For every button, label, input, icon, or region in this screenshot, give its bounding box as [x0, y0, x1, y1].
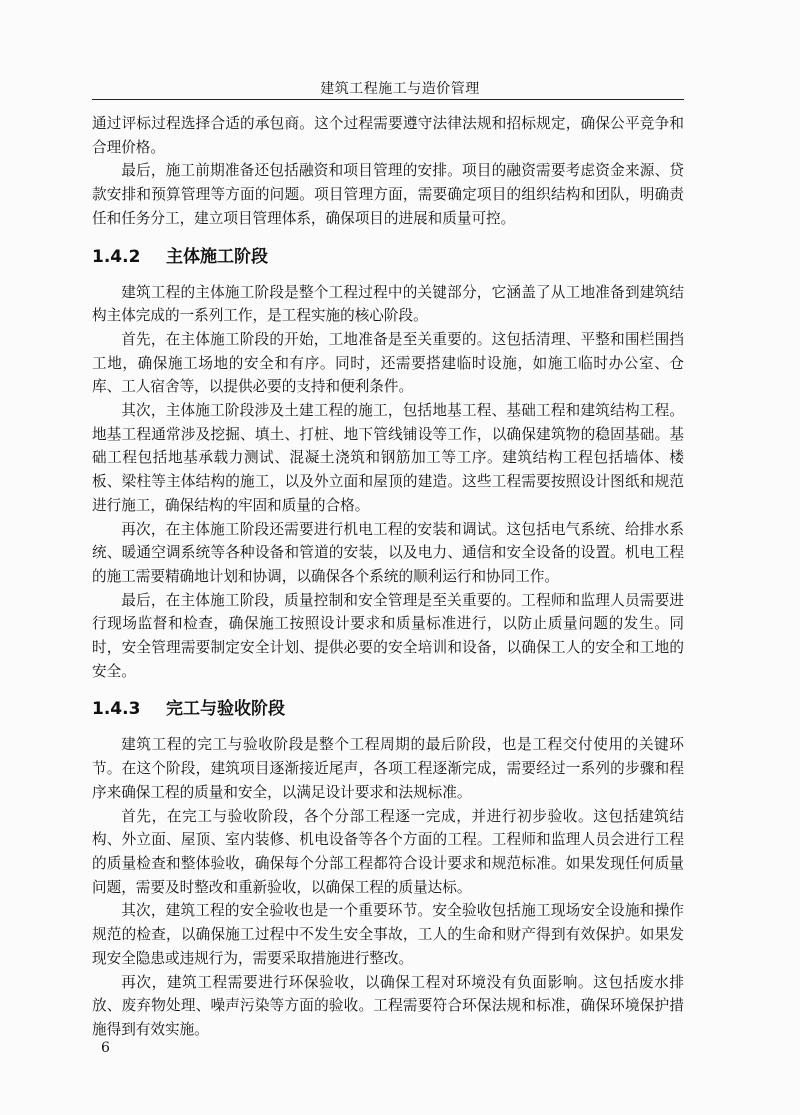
header-rule: [92, 99, 684, 100]
running-header-title: 建筑工程施工与造价管理: [320, 81, 480, 97]
paragraph: 建筑工程的主体施工阶段是整个工程过程中的关键部分，它涵盖了从工地准备到建筑结构主体完成的一系列工作，是工程实施的核心阶段。: [92, 283, 684, 325]
section-number: 1.4.2: [92, 246, 141, 267]
section-heading-1-4-3: [92, 697, 684, 721]
paragraph: 首先，在完工与验收阶段，各个分部工程逐一完成，并进行初步验收。这包括建筑结构、外立面、屋顶、室内装修、机电设备等各个方面的工程。工程师和监理人员会进行工程的质量检查和整体验收，确保每个分部工程都符合设计要求和规范标准。如果发现任何质量问题，需要及时整改和重新验收，以确保工程的质量达标。: [92, 807, 684, 896]
page-number: 6: [101, 1040, 110, 1056]
paragraph: 再次，在主体施工阶段还需要进行机电工程的安装和调试。这包括电气系统、给排水系统、暖通空调系统等各种设备和管道的安装，以及电力、通信和安全设备的设置。机电工程的施工需要精确地计划和协调，以确保各个系统的顺利运行和协同工作。: [92, 520, 684, 585]
section-heading-1-4-2: [92, 245, 684, 269]
paragraph: 最后，在主体施工阶段，质量控制和安全管理是至关重要的。工程师和监理人员需要进行现场监督和检查，确保施工按照设计要求和质量标准进行，以防止质量问题的发生。同时，安全管理需要制定安全计划、提供必要的安全培训和设备，以确保工人的安全和工地的安全。: [92, 591, 684, 680]
paragraph: 最后，施工前期准备还包括融资和项目管理的安排。项目的融资需要考虑资金来源、贷款安排和预算管理等方面的问题。项目管理方面，需要确定项目的组织结构和团队，明确责任和任务分工，建立项目管理体系，确保项目的进展和质量可控。: [92, 162, 684, 227]
paragraph: 通过评标过程选择合适的承包商。这个过程需要遵守法律法规和招标规定，确保公平竞争和合理价格。: [92, 115, 684, 156]
paragraph: 其次，建筑工程的安全验收也是一个重要环节。安全验收包括施工现场安全设施和操作规范的检查，以确保施工过程中不发生安全事故，工人的生命和财产得到有效保护。如果发现安全隐患或违规行为，需要采取措施进行整改。: [92, 902, 684, 967]
paragraph: 建筑工程的完工与验收阶段是整个工程周期的最后阶段，也是工程交付使用的关键环节。在这个阶段，建筑项目逐渐接近尾声，各项工程逐渐完成，需要经过一系列的步骤和程序来确保工程的质量和安全，以满足设计要求和法规标准。: [92, 736, 684, 801]
section-title: 完工与验收阶段: [166, 699, 285, 720]
section-title: 主体施工阶段: [166, 246, 268, 267]
section-number: 1.4.3: [92, 699, 141, 720]
paragraph: 再次，建筑工程需要进行环保验收，以确保工程对环境没有负面影响。这包括废水排放、废弃物处理、噪声污染等方面的验收。工程需要符合环保法规和标准，确保环境保护措施得到有效实施。: [92, 973, 684, 1038]
page-content: [92, 112, 684, 1042]
paragraph: 首先，在主体施工阶段的开始，工地准备是至关重要的。这包括清理、平整和围栏围挡工地，确保施工场地的安全和有序。同时，还需要搭建临时设施，如施工临时办公室、仓库、工人宿舍等，以提供必要的支持和便利条件。: [92, 330, 684, 396]
paragraph: 其次，主体施工阶段涉及土建工程的施工，包括地基工程、基础工程和建筑结构工程。地基工程通常涉及挖掘、填土、打桩、地下管线铺设等工作，以确保建筑物的稳固基础。基础工程包括地基承载力测试、混凝土浇筑和钢筋加工等工序。建筑结构工程包括墙体、楼板、梁柱等主体结构的施工，以及外立面和屋顶的建造。这些工程需要按照设计图纸和规范进行施工，确保结构的牢固和质量的合格。: [92, 402, 684, 514]
